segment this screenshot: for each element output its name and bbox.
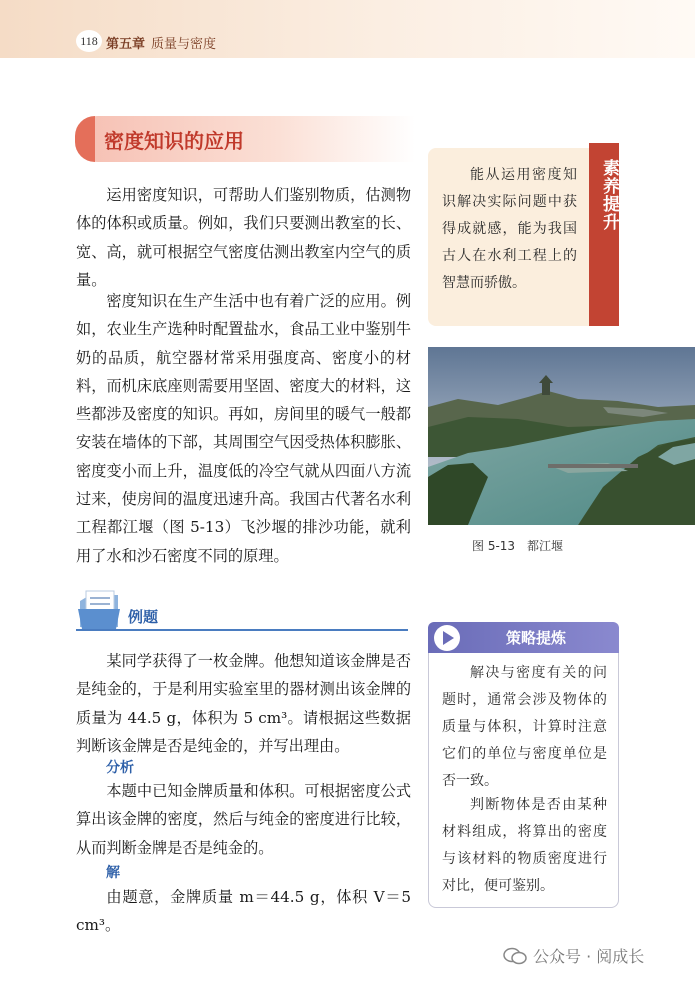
- figure-caption: 图 5-13 都江堰: [472, 539, 564, 553]
- literacy-text: 能从运用密度知识解决实际问题中获得成就感，能为我国古人在水利工程上的智慧而骄傲。: [442, 167, 577, 291]
- chapter-heading: [106, 33, 216, 52]
- document-icon: [76, 587, 122, 631]
- example-title: 例题: [128, 608, 159, 626]
- watermark-text: 公众号 · 阅成长: [533, 947, 645, 966]
- strategy-paragraph-1: 解决与密度有关的问题时，通常会涉及物体的质量与体积，计算时注意它们的单位与密度单位是否一致。: [442, 665, 607, 789]
- page-number: 118: [76, 30, 102, 52]
- strategy-paragraph-2: 判断物体是否由某种材料组成，将算出的密度与该材料的物质密度进行对比，便可鉴别。: [442, 797, 607, 894]
- watermark: [503, 944, 644, 967]
- play-icon: [434, 625, 460, 651]
- section-title: 密度知识的应用: [104, 129, 244, 153]
- wechat-icon: [503, 947, 527, 965]
- chapter-label: 第五章: [106, 37, 146, 52]
- chapter-title: 质量与密度: [151, 37, 217, 52]
- strategy-title: 策略提炼: [506, 629, 567, 647]
- example-problem: 某同学获得了一枚金牌。他想知道该金牌是否是纯金的，于是利用实验室里的器材测出该金牌的质量为 44.5 g，体积为 5 cm³。请根据这些数据判断该金牌是否是纯金的，并写出理由。: [76, 652, 411, 755]
- literacy-tab-label: 素养提升: [599, 159, 619, 231]
- literacy-tab: [589, 143, 619, 326]
- example-solution: 由题意，金牌质量 m＝44.5 g，体积 V＝5 cm³。: [76, 888, 411, 935]
- dujiangyan-illustration: [428, 347, 695, 525]
- example-analysis: 本题中已知金牌质量和体积。可根据密度公式算出该金牌的密度，然后与纯金的密度进行比较，从而判断金牌是否是纯金的。: [76, 782, 411, 857]
- solution-heading: 解: [106, 865, 120, 881]
- dujiangyan-photo: [428, 347, 695, 525]
- section-paragraph-1: 运用密度知识，可帮助人们鉴别物质，估测物体的体积或质量。例如，我们只要测出教室的长、宽、高，就可根据空气密度估测出教室内空气的质量。: [76, 186, 411, 289]
- page-header: [0, 0, 695, 58]
- analysis-heading: 分析: [106, 760, 134, 776]
- example-divider: [76, 629, 408, 631]
- section-paragraph-2: 密度知识在生产生活中也有着广泛的应用。例如，农业生产选种时配置盐水，食品工业中鉴别牛奶的品质，航空器材常采用强度高、密度小的材料，而机床底座则需要用坚固、密度大的材料，这些都涉及密度的知识。再如，房间里的暖气一般都安装在墙体的下部，其周围空气因受热体积膨胀、密度变小而上升，温度低的冷空气就从四面八方流过来，使房间的温度迅速升高。我国古代著名水利工程都江堰（图 5-13）飞沙堰的排沙功能，就利用了水和沙石密度不同的原理。: [76, 292, 411, 565]
